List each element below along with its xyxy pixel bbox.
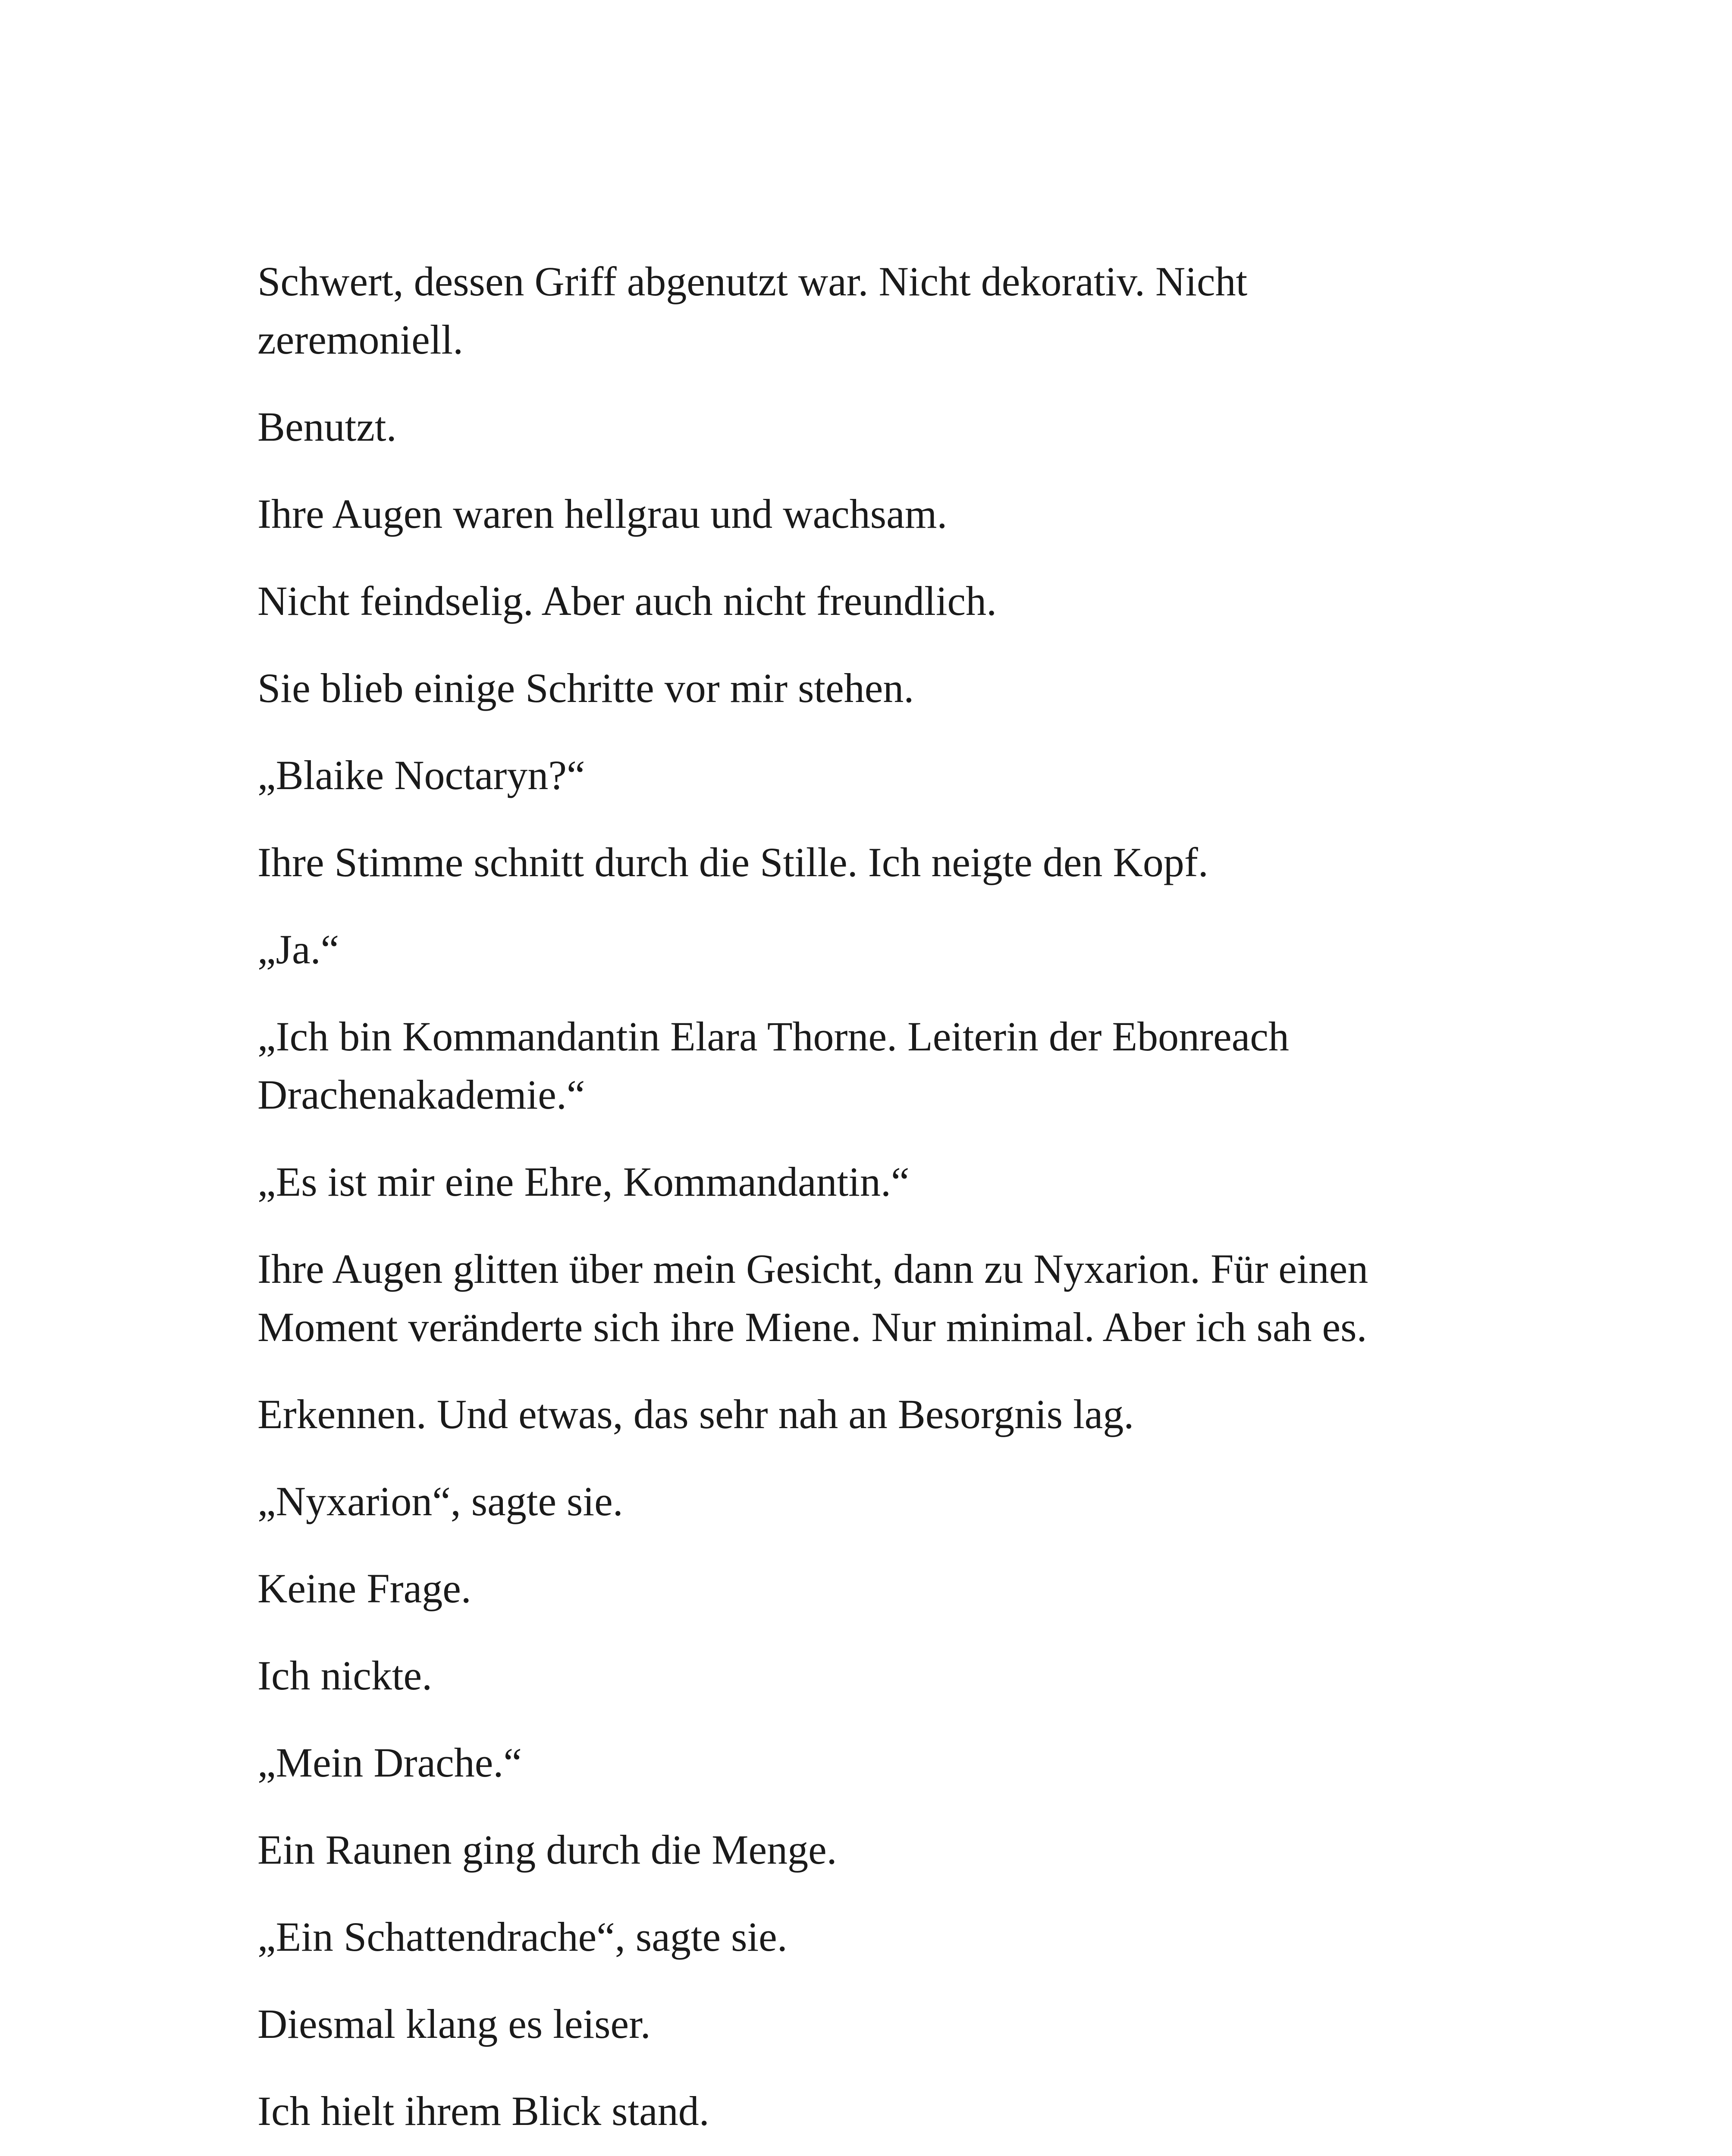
- paragraph: [257, 746, 1474, 804]
- text-line: Moment veränderte sich ihre Miene. Nur minimal. Aber ich sah es.: [257, 1304, 1367, 1350]
- paragraph: [257, 1559, 1474, 1617]
- text-line: „Es ist mir eine Ehre, Kommandantin.“: [257, 1159, 910, 1205]
- text-line: Ein Raunen ging durch die Menge.: [257, 1827, 837, 1873]
- paragraph: [257, 1153, 1474, 1211]
- text-line: Keine Frage.: [257, 1565, 471, 1611]
- paragraph: [257, 1472, 1474, 1530]
- paragraph: [257, 1385, 1474, 1443]
- text-line: Sie blieb einige Schritte vor mir stehen.: [257, 665, 914, 711]
- text-line: Ihre Stimme schnitt durch die Stille. Ich neigte den Kopf.: [257, 839, 1208, 885]
- text-line: „Ein Schattendrache“, sagte sie.: [257, 1914, 788, 1960]
- text-line: Benutzt.: [257, 404, 397, 450]
- paragraph: [257, 1995, 1474, 2053]
- paragraph: [257, 398, 1474, 456]
- text-line: Schwert, dessen Griff abgenutzt war. Nicht dekorativ. Nicht: [257, 258, 1248, 304]
- paragraph: [257, 252, 1474, 369]
- paragraph: [257, 1240, 1474, 1356]
- paragraph: [257, 485, 1474, 543]
- text-line: Drachenakademie.“: [257, 1072, 585, 1118]
- paragraph: [257, 572, 1474, 630]
- paragraph: [257, 1646, 1474, 1705]
- paragraph: [257, 1908, 1474, 1966]
- text-line: Ihre Augen waren hellgrau und wachsam.: [257, 491, 948, 537]
- text-line: „Nyxarion“, sagte sie.: [257, 1478, 623, 1524]
- text-line: Nicht feindselig. Aber auch nicht freundlich.: [257, 578, 997, 624]
- paragraph: [257, 2082, 1474, 2140]
- text-line: „Mein Drache.“: [257, 1739, 522, 1786]
- paragraph: [257, 659, 1474, 717]
- paragraph: [257, 1733, 1474, 1792]
- text-line: Diesmal klang es leiser.: [257, 2001, 651, 2047]
- text-line: Ich hielt ihrem Blick stand.: [257, 2088, 709, 2134]
- text-line: Erkennen. Und etwas, das sehr nah an Besorgnis lag.: [257, 1391, 1134, 1437]
- text-line: „Ich bin Kommandantin Elara Thorne. Leiterin der Ebonreach: [257, 1013, 1289, 1059]
- paragraph: [257, 833, 1474, 891]
- text-line: zeremoniell.: [257, 317, 464, 363]
- paragraph: [257, 920, 1474, 978]
- text-line: Ihre Augen glitten über mein Gesicht, dann zu Nyxarion. Für einen: [257, 1246, 1368, 1292]
- paragraph: [257, 1007, 1474, 1124]
- text-line: „Ja.“: [257, 926, 339, 972]
- paragraph: [257, 1821, 1474, 1879]
- text-line: Ich nickte.: [257, 1652, 433, 1698]
- text-line: „Blaike Noctaryn?“: [257, 752, 585, 798]
- body-text: [257, 252, 1474, 2156]
